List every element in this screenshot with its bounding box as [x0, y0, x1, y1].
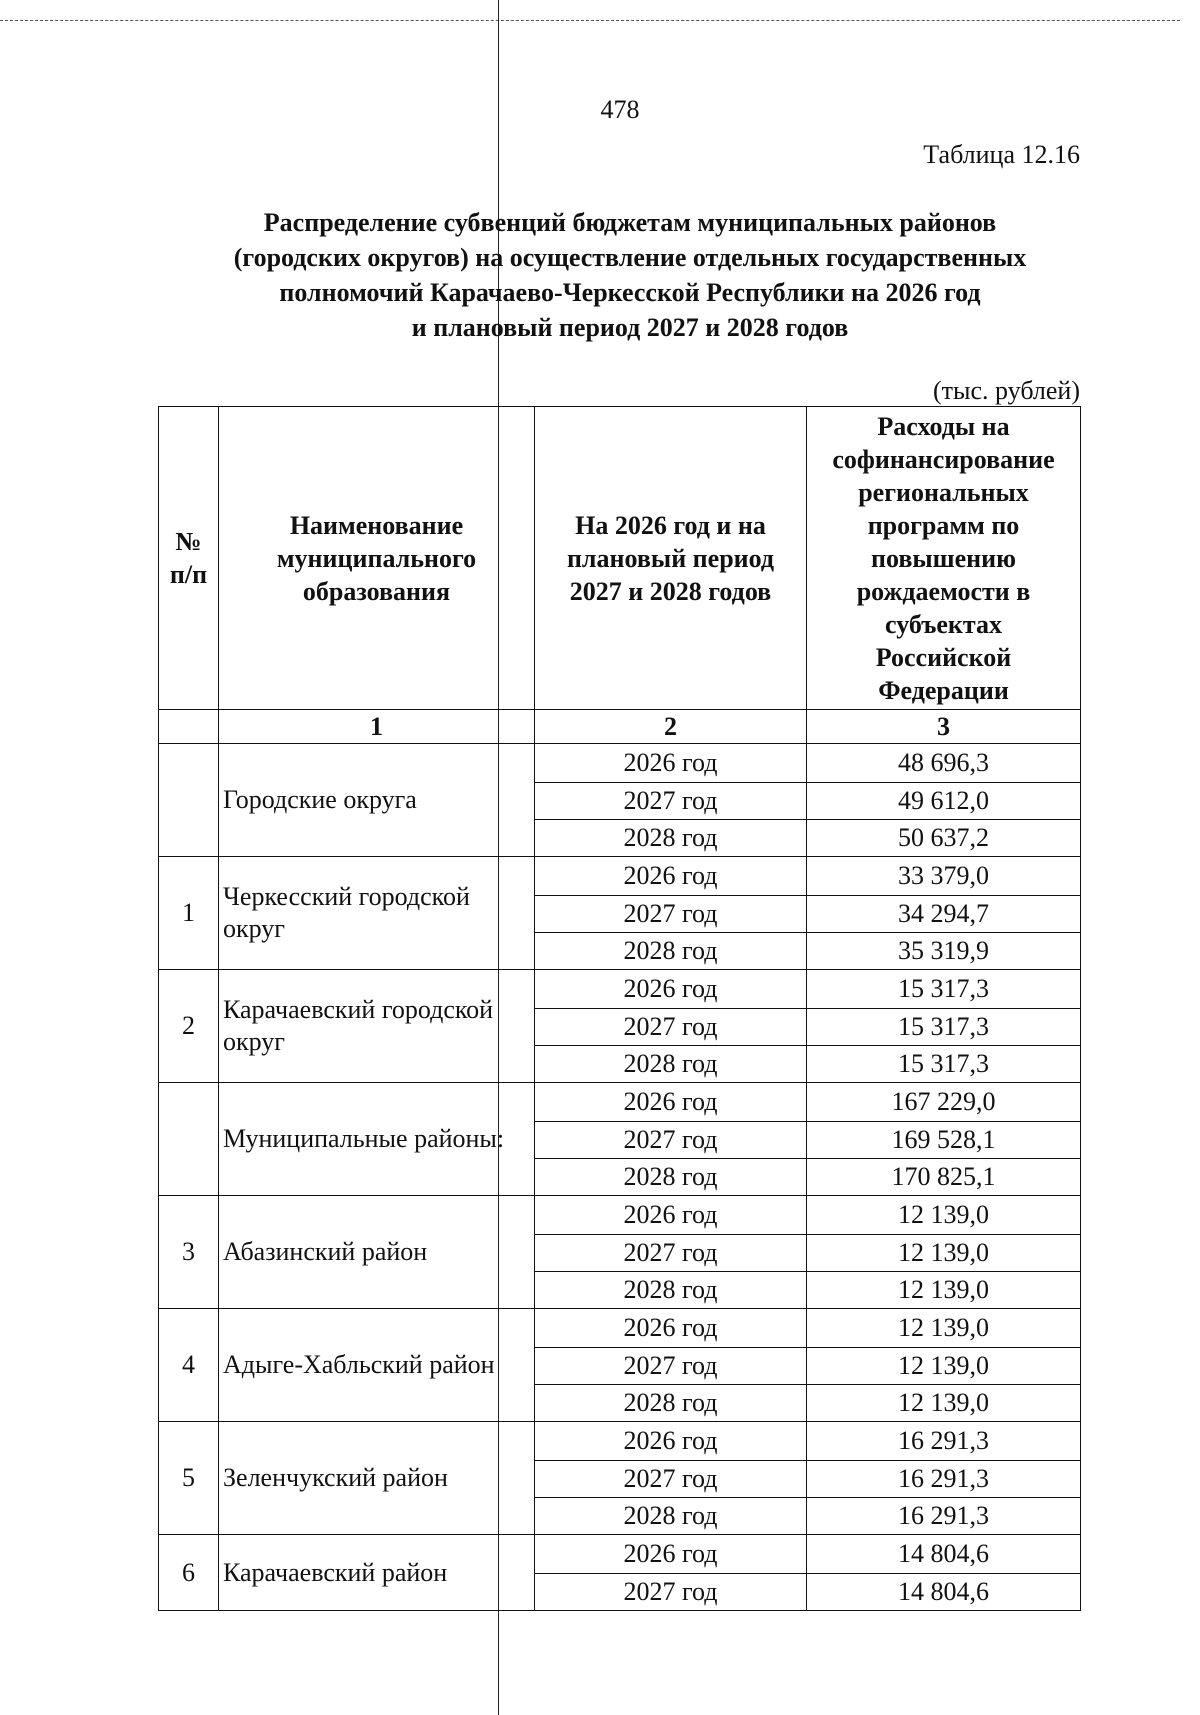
- top-rule: [0, 20, 1180, 21]
- table-row: [159, 744, 1081, 783]
- year-cell: 2026 год: [535, 1422, 807, 1461]
- row-number: [159, 744, 219, 857]
- municipality-name: Черкесский городской округ: [219, 857, 535, 970]
- amount-cell: 12 139,0: [807, 1196, 1081, 1235]
- year-cell: 2027 год: [535, 783, 807, 820]
- amount-cell: 14 804,6: [807, 1574, 1081, 1611]
- amount-cell: 12 139,0: [807, 1235, 1081, 1272]
- year-cell: 2028 год: [535, 1385, 807, 1422]
- municipality-name: Адыге-Хабльский район: [219, 1309, 535, 1422]
- table-row: [159, 1196, 1081, 1235]
- amount-cell: 12 139,0: [807, 1385, 1081, 1422]
- amount-cell: 15 317,3: [807, 970, 1081, 1009]
- column-number: 2: [535, 710, 807, 744]
- year-cell: 2028 год: [535, 820, 807, 857]
- amount-cell: 12 139,0: [807, 1348, 1081, 1385]
- title-line: и плановый период 2027 и 2028 годов: [411, 313, 849, 342]
- amount-cell: 35 319,9: [807, 933, 1081, 970]
- table-body: [159, 744, 1081, 1611]
- amount-cell: 167 229,0: [807, 1083, 1081, 1122]
- year-cell: 2027 год: [535, 896, 807, 933]
- amount-cell: 48 696,3: [807, 744, 1081, 783]
- row-number: [159, 1083, 219, 1196]
- amount-cell: 14 804,6: [807, 1535, 1081, 1574]
- row-number: 6: [159, 1535, 219, 1611]
- amount-cell: 170 825,1: [807, 1159, 1081, 1196]
- table-label: Таблица 12.16: [923, 140, 1080, 169]
- year-cell: 2026 год: [535, 970, 807, 1009]
- row-number: 2: [159, 970, 219, 1083]
- municipality-name: Городские округа: [219, 744, 535, 857]
- title-line: полномочий Карачаево-Черкесской Республики на 2026 год: [279, 278, 981, 307]
- year-cell: 2027 год: [535, 1235, 807, 1272]
- document-title: [160, 205, 1100, 345]
- subvention-table: [158, 406, 1081, 1611]
- year-cell: 2027 год: [535, 1348, 807, 1385]
- year-cell: 2028 год: [535, 1272, 807, 1309]
- row-number: 5: [159, 1422, 219, 1535]
- title-line: (городских округов) на осуществление отдельных государственных: [233, 243, 1027, 272]
- municipality-name: Абазинский район: [219, 1196, 535, 1309]
- year-cell: 2026 год: [535, 1083, 807, 1122]
- column-number-row: [159, 710, 1081, 744]
- year-cell: 2026 год: [535, 744, 807, 783]
- municipality-name: Муниципальные районы:: [219, 1083, 535, 1196]
- page-number: 478: [600, 95, 640, 124]
- year-cell: 2027 год: [535, 1574, 807, 1611]
- table-row: [159, 1083, 1081, 1122]
- amount-cell: 12 139,0: [807, 1272, 1081, 1309]
- municipality-name: Зеленчукский район: [219, 1422, 535, 1535]
- year-cell: 2026 год: [535, 857, 807, 896]
- column-number: 1: [219, 710, 535, 744]
- year-cell: 2027 год: [535, 1009, 807, 1046]
- year-cell: 2028 год: [535, 933, 807, 970]
- amount-cell: 50 637,2: [807, 820, 1081, 857]
- amount-cell: 34 294,7: [807, 896, 1081, 933]
- header-expense: Расходы на софинансирование региональных программ по повышению рождаемости в субъектах Российской Федерации: [807, 407, 1081, 710]
- title-line: Распределение субвенций бюджетам муниципальных районов: [263, 208, 997, 237]
- year-cell: 2026 год: [535, 1535, 807, 1574]
- column-number-empty: [159, 710, 219, 744]
- year-cell: 2026 год: [535, 1309, 807, 1348]
- table-row: [159, 857, 1081, 896]
- table-row: [159, 1535, 1081, 1574]
- header-name: Наименование муниципального образования: [219, 407, 535, 710]
- year-cell: 2026 год: [535, 1196, 807, 1235]
- amount-cell: 16 291,3: [807, 1461, 1081, 1498]
- header-num: № п/п: [159, 407, 219, 710]
- row-number: 1: [159, 857, 219, 970]
- amount-cell: 49 612,0: [807, 783, 1081, 820]
- year-cell: 2028 год: [535, 1046, 807, 1083]
- table-row: [159, 970, 1081, 1009]
- year-cell: 2028 год: [535, 1498, 807, 1535]
- amount-cell: 15 317,3: [807, 1046, 1081, 1083]
- municipality-name: Карачаевский район: [219, 1535, 535, 1611]
- units-note: (тыс. рублей): [932, 376, 1080, 405]
- year-cell: 2027 год: [535, 1461, 807, 1498]
- year-cell: 2027 год: [535, 1122, 807, 1159]
- table-row: [159, 1422, 1081, 1461]
- header-row: [159, 407, 1081, 710]
- amount-cell: 33 379,0: [807, 857, 1081, 896]
- row-number: 3: [159, 1196, 219, 1309]
- amount-cell: 16 291,3: [807, 1498, 1081, 1535]
- amount-cell: 16 291,3: [807, 1422, 1081, 1461]
- header-period: На 2026 год и на плановый период 2027 и 2028 годов: [535, 407, 807, 710]
- column-number: 3: [807, 710, 1081, 744]
- amount-cell: 169 528,1: [807, 1122, 1081, 1159]
- year-cell: 2028 год: [535, 1159, 807, 1196]
- amount-cell: 12 139,0: [807, 1309, 1081, 1348]
- amount-cell: 15 317,3: [807, 1009, 1081, 1046]
- municipality-name: Карачаевский городской округ: [219, 970, 535, 1083]
- table-row: [159, 1309, 1081, 1348]
- row-number: 4: [159, 1309, 219, 1422]
